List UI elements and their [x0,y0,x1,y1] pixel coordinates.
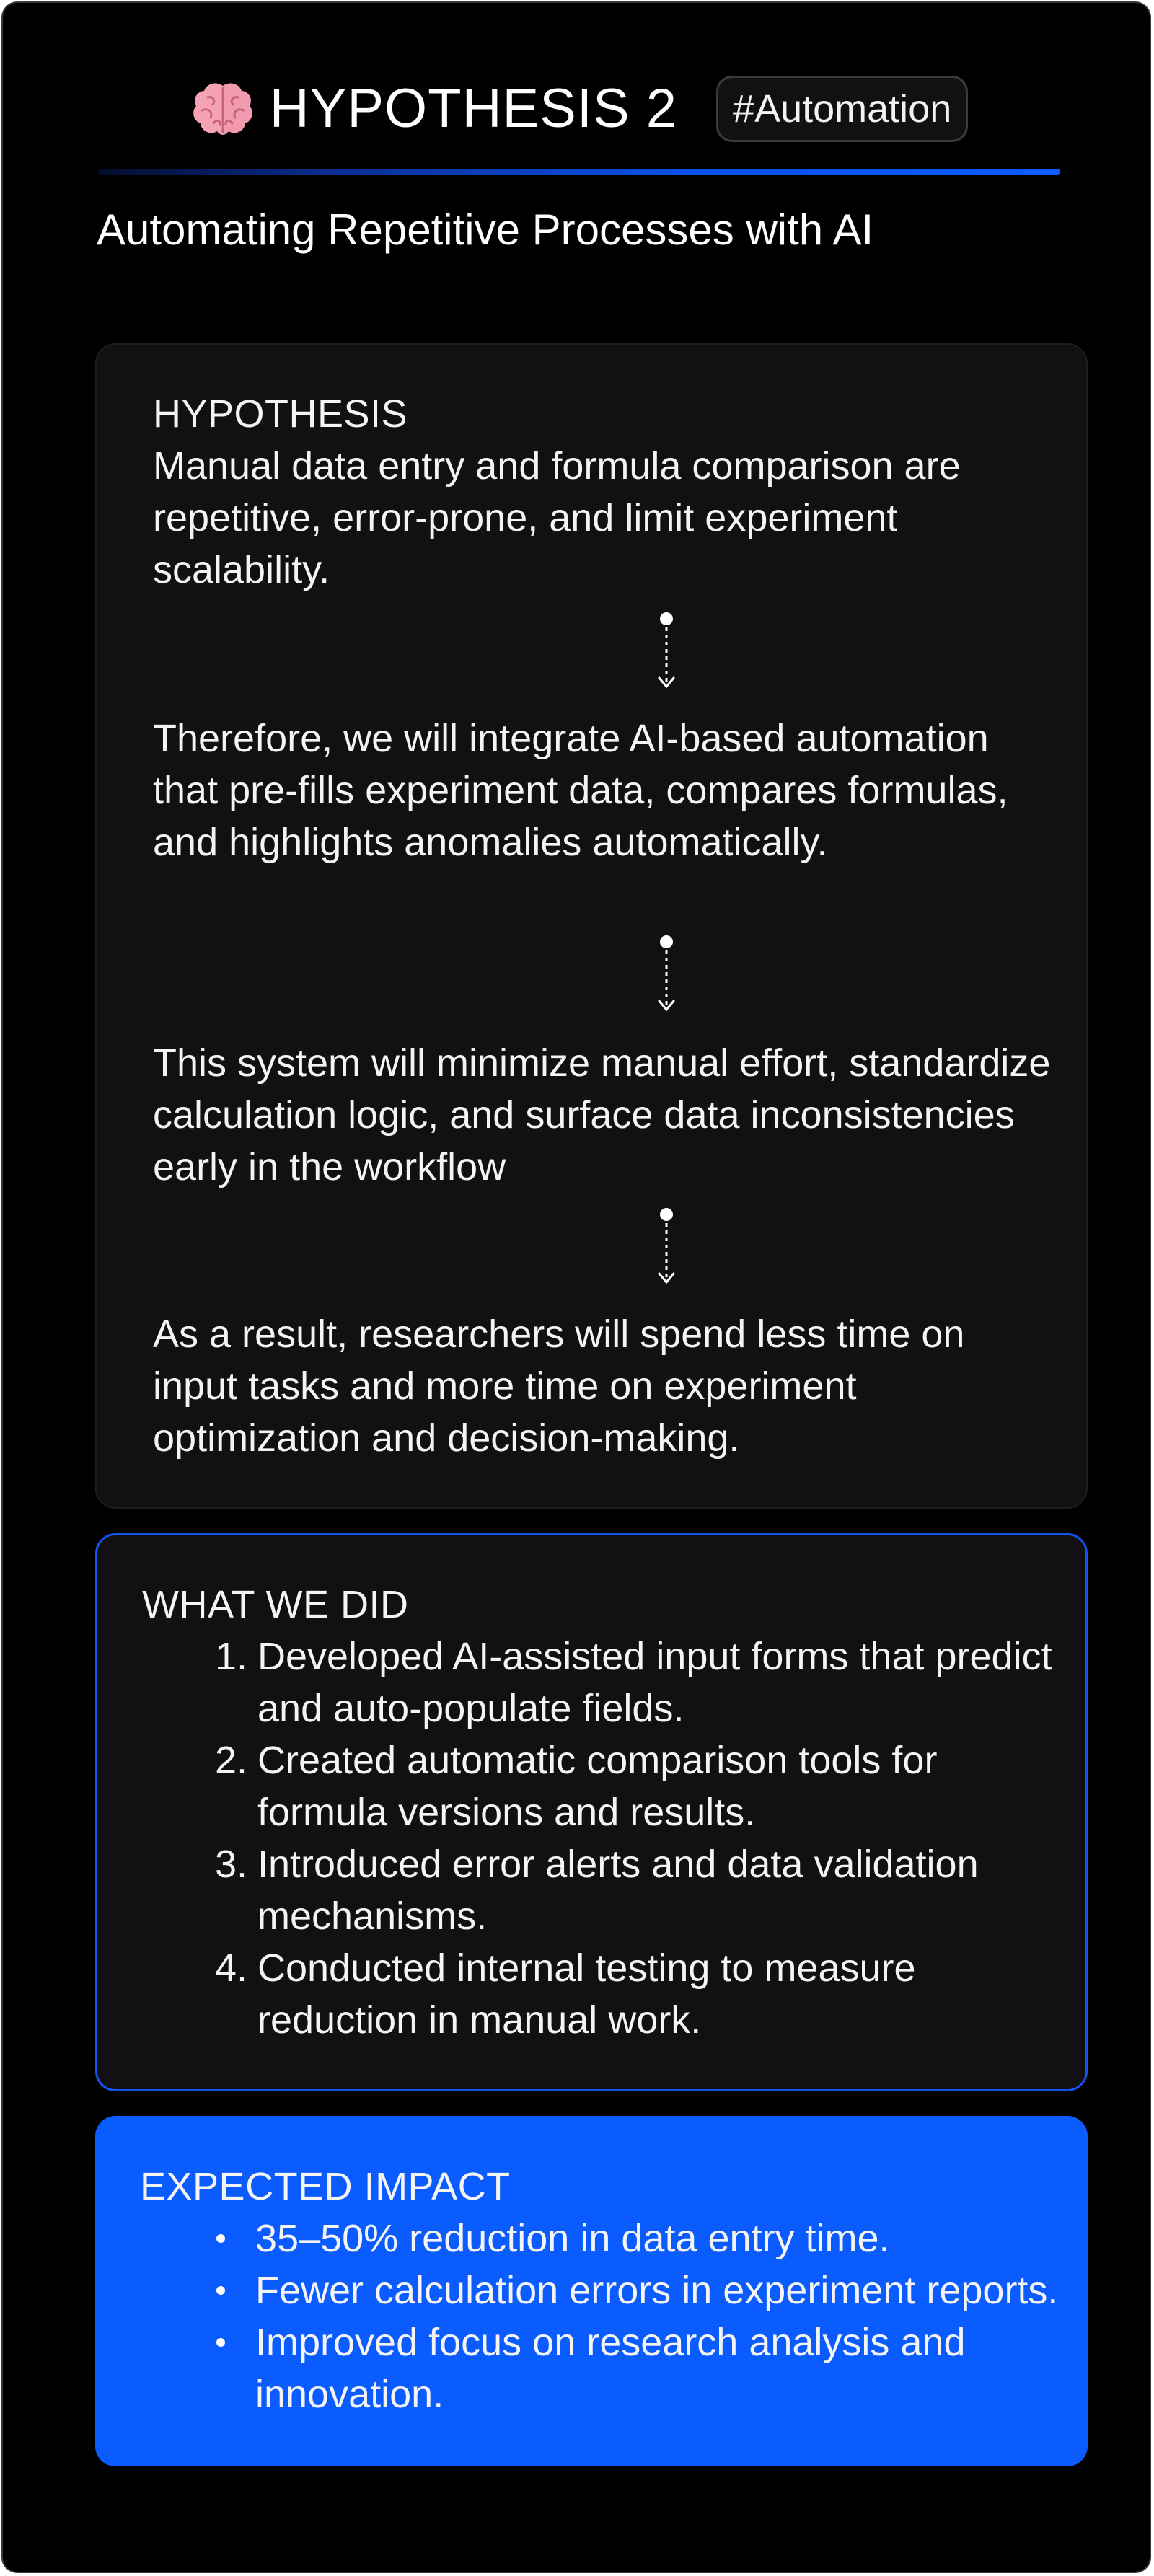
category-tag[interactable]: #Automation [716,76,968,142]
title-text: HYPOTHESIS 2 [269,78,678,139]
list-item-text: Developed AI-assisted input forms that predict and auto-populate fields. [257,1635,1052,1730]
hypothesis-statement-result: As a result, researchers will spend less time on input tasks and more time on experiment optimization and decision-making. [153,1313,965,1460]
what-we-did-card [95,1533,1088,2091]
hypothesis-statement-solution: Therefore, we will integrate AI-based automation that pre-fills experiment data, compares formulas, and highlights anomalies automatically. [153,717,1008,864]
list-item [196,2316,1069,2420]
flow-arrow-icon [652,935,681,1015]
what-we-did-list [198,1631,1057,2046]
what-we-did-label: WHAT WE DID [142,1583,409,1626]
list-item-number: 4. [214,1946,247,1990]
list-item-text: Improved focus on research analysis and innovation. [255,2321,966,2416]
bullet-icon [216,2338,225,2347]
flow-arrow-icon [652,1207,681,1288]
hypothesis-statement-mechanism: This system will minimize manual effort, standardize calculation logic, and surface data inconsistencies early in the workflow [153,1041,1051,1188]
flow-arrow-icon [652,612,681,692]
list-item-text: 35–50% reduction in data entry time. [255,2217,890,2260]
brain-icon [192,81,254,136]
header [3,69,1154,149]
hypothesis-card [95,343,1088,1509]
list-item [198,1631,1057,1734]
list-item [198,1734,1057,1838]
subtitle: Automating Repetitive Processes with AI [97,206,874,254]
list-item-text: Fewer calculation errors in experiment reports. [255,2269,1059,2312]
list-item [196,2213,1069,2264]
list-item-number: 3. [214,1843,247,1886]
list-item-text: Created automatic comparison tools for formula versions and results. [257,1739,938,1834]
bullet-icon [216,2286,225,2295]
bullet-icon [216,2234,225,2243]
expected-impact-card [95,2116,1088,2466]
hypothesis-label: HYPOTHESIS [153,392,408,436]
expected-impact-label: EXPECTED IMPACT [140,2165,511,2208]
list-item-number: 2. [214,1739,247,1782]
title-divider [98,169,1060,175]
list-item-text: Introduced error alerts and data validation mechanisms. [257,1843,979,1938]
page-title [192,78,678,139]
list-item-text: Conducted internal testing to measure reduction in manual work. [257,1946,916,2042]
list-item [198,1942,1057,2046]
list-item [196,2264,1069,2316]
hypothesis-panel [1,1,1151,2573]
hypothesis-statement-problem: Manual data entry and formula comparison are repetitive, error-prone, and limit experiment scalability. [153,444,961,591]
list-item-number: 1. [214,1635,247,1678]
list-item [198,1838,1057,1942]
expected-impact-list [196,2213,1069,2420]
